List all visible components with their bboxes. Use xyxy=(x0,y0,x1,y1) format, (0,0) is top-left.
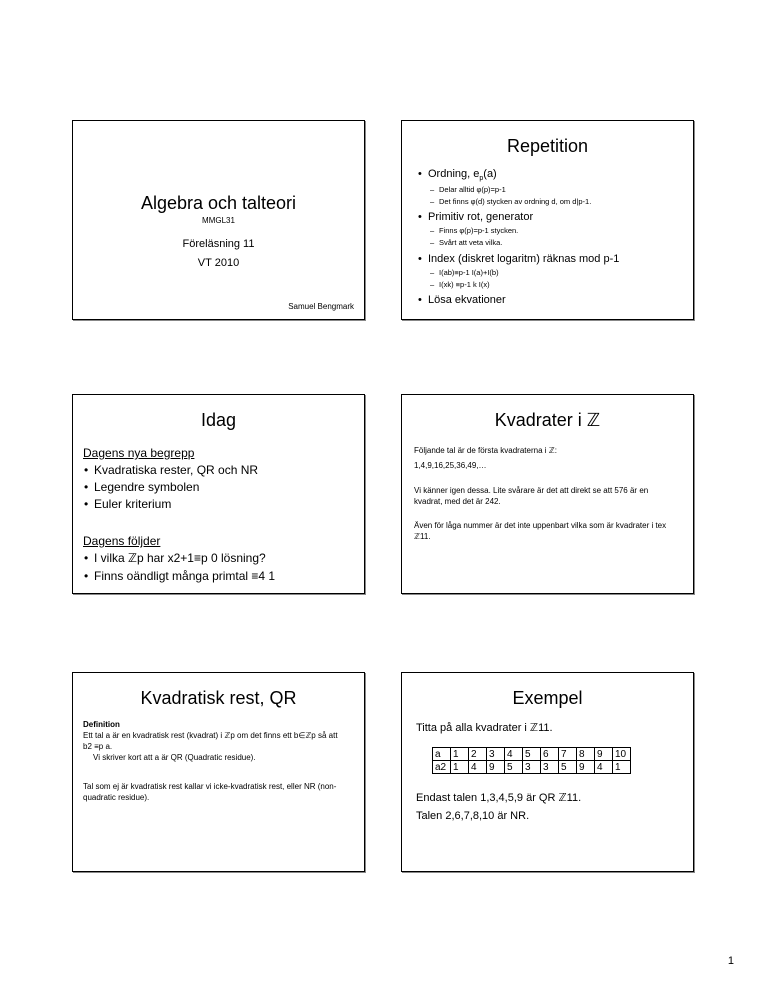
bullet-order-sub: p xyxy=(479,175,484,183)
table-cell: a2 xyxy=(433,761,451,774)
table-cell: 7 xyxy=(559,748,577,761)
course-code: MMGL31 xyxy=(202,216,235,225)
table-row xyxy=(433,748,631,761)
slide-2-title: Repetition xyxy=(506,136,589,156)
consequence-item: • I vilka ℤp har x2+1≡p 0 lösning? xyxy=(94,550,266,566)
table-cell: 6 xyxy=(541,748,559,761)
bullet-solve: • Lösa ekvationer xyxy=(428,293,506,308)
concept-item: • Euler kriterium xyxy=(94,496,171,512)
slide-4-title: Kvadrater i ℤ xyxy=(494,410,601,430)
slide-quadratic-residue xyxy=(72,672,365,872)
sub-primitive-2: – Svårt att veta vilka. xyxy=(439,238,502,248)
slide-repetition xyxy=(401,120,694,320)
example-intro: Titta på alla kvadrater i ℤ11. xyxy=(416,722,553,734)
slide-3-title: Idag xyxy=(200,410,237,430)
sub-order-1: – Delar alltid φ(p)=p-1 xyxy=(439,185,506,195)
page-number: 1 xyxy=(727,955,734,967)
table-cell: 1 xyxy=(451,761,469,774)
definition-short: Vi skriver kort att a är QR (Quadratic residue). xyxy=(93,753,256,762)
definition-heading: Definition xyxy=(83,720,120,729)
table-cell: 3 xyxy=(487,748,505,761)
new-concepts-heading: Dagens nya begrepp xyxy=(83,446,195,460)
squares-table xyxy=(432,747,631,774)
sub-index-1: – I(ab)≡p-1 I(a)+I(b) xyxy=(439,268,499,278)
table-cell: 1 xyxy=(451,748,469,761)
slide-title xyxy=(72,120,365,320)
table-cell: 4 xyxy=(505,748,523,761)
bullet-index: • Index (diskret logaritm) räknas mod p-1 xyxy=(428,252,619,267)
table-cell: 5 xyxy=(559,761,577,774)
table-cell: 4 xyxy=(595,761,613,774)
slide-today xyxy=(72,394,365,594)
table-cell: 10 xyxy=(613,748,631,761)
definition-text: Ett tal a är en kvadratisk rest (kvadrat) i ℤp om det finns ett b∈ℤp så att b2 ≡p a. xyxy=(83,731,338,751)
slide-1-title: Algebra och talteori xyxy=(140,193,297,213)
consequence-item: • Finns oändligt många primtal ≡4 1 xyxy=(94,568,275,584)
squares-576: Vi känner igen dessa. Lite svårare är det att direkt se att 576 är en kvadrat, med det är 242. xyxy=(414,486,649,506)
squares-z11: Även för låga nummer är det inte uppenbart vilka som är kvadrater i tex ℤ11. xyxy=(414,521,667,541)
table-cell: 9 xyxy=(487,761,505,774)
table-cell: 1 xyxy=(613,761,631,774)
table-cell: 3 xyxy=(541,761,559,774)
term: VT 2010 xyxy=(197,257,240,269)
sub-order-2: – Det finns φ(d) stycken av ordning d, om d|p-1. xyxy=(439,197,591,207)
lecture-number: Föreläsning 11 xyxy=(182,238,255,250)
table-cell: 3 xyxy=(523,761,541,774)
table-cell: 5 xyxy=(523,748,541,761)
consequences-heading: Dagens följder xyxy=(83,534,161,548)
author: Samuel Bengmark xyxy=(288,302,354,311)
sub-index-2: – I(xk) ≡p-1 k I(x) xyxy=(439,280,490,290)
squares-list: 1,4,9,16,25,36,49,… xyxy=(414,461,487,470)
slide-6-title: Exempel xyxy=(512,688,583,708)
slide-squares-in-z xyxy=(401,394,694,594)
nr-definition: Tal som ej är kvadratisk rest kallar vi icke-kvadratisk rest, eller NR (non-quadratic residue). xyxy=(83,782,337,802)
table-cell: 9 xyxy=(595,748,613,761)
sub-primitive-1: – Finns φ(p)=p-1 stycken. xyxy=(439,226,518,236)
table-cell: a xyxy=(433,748,451,761)
concept-item: • Kvadratiska rester, QR och NR xyxy=(94,462,258,478)
table-row xyxy=(433,761,631,774)
table-cell: 4 xyxy=(469,761,487,774)
bullet-order xyxy=(428,167,497,186)
table-cell: 5 xyxy=(505,761,523,774)
nr-result: Talen 2,6,7,8,10 är NR. xyxy=(416,810,530,822)
bullet-order-text: Ordning, e xyxy=(428,168,480,180)
slide-example xyxy=(401,672,694,872)
table-cell: 8 xyxy=(577,748,595,761)
concept-item: • Legendre symbolen xyxy=(94,479,199,495)
table-cell: 2 xyxy=(469,748,487,761)
qr-result: Endast talen 1,3,4,5,9 är QR ℤ11. xyxy=(416,792,582,804)
table-cell: 9 xyxy=(577,761,595,774)
squares-intro: Följande tal är de första kvadraterna i ℤ: xyxy=(414,446,557,455)
bullet-primitive-root: • Primitiv rot, generator xyxy=(428,210,533,225)
slide-5-title: Kvadratisk rest, QR xyxy=(140,688,297,708)
bullet-order-end: (a) xyxy=(483,168,497,180)
